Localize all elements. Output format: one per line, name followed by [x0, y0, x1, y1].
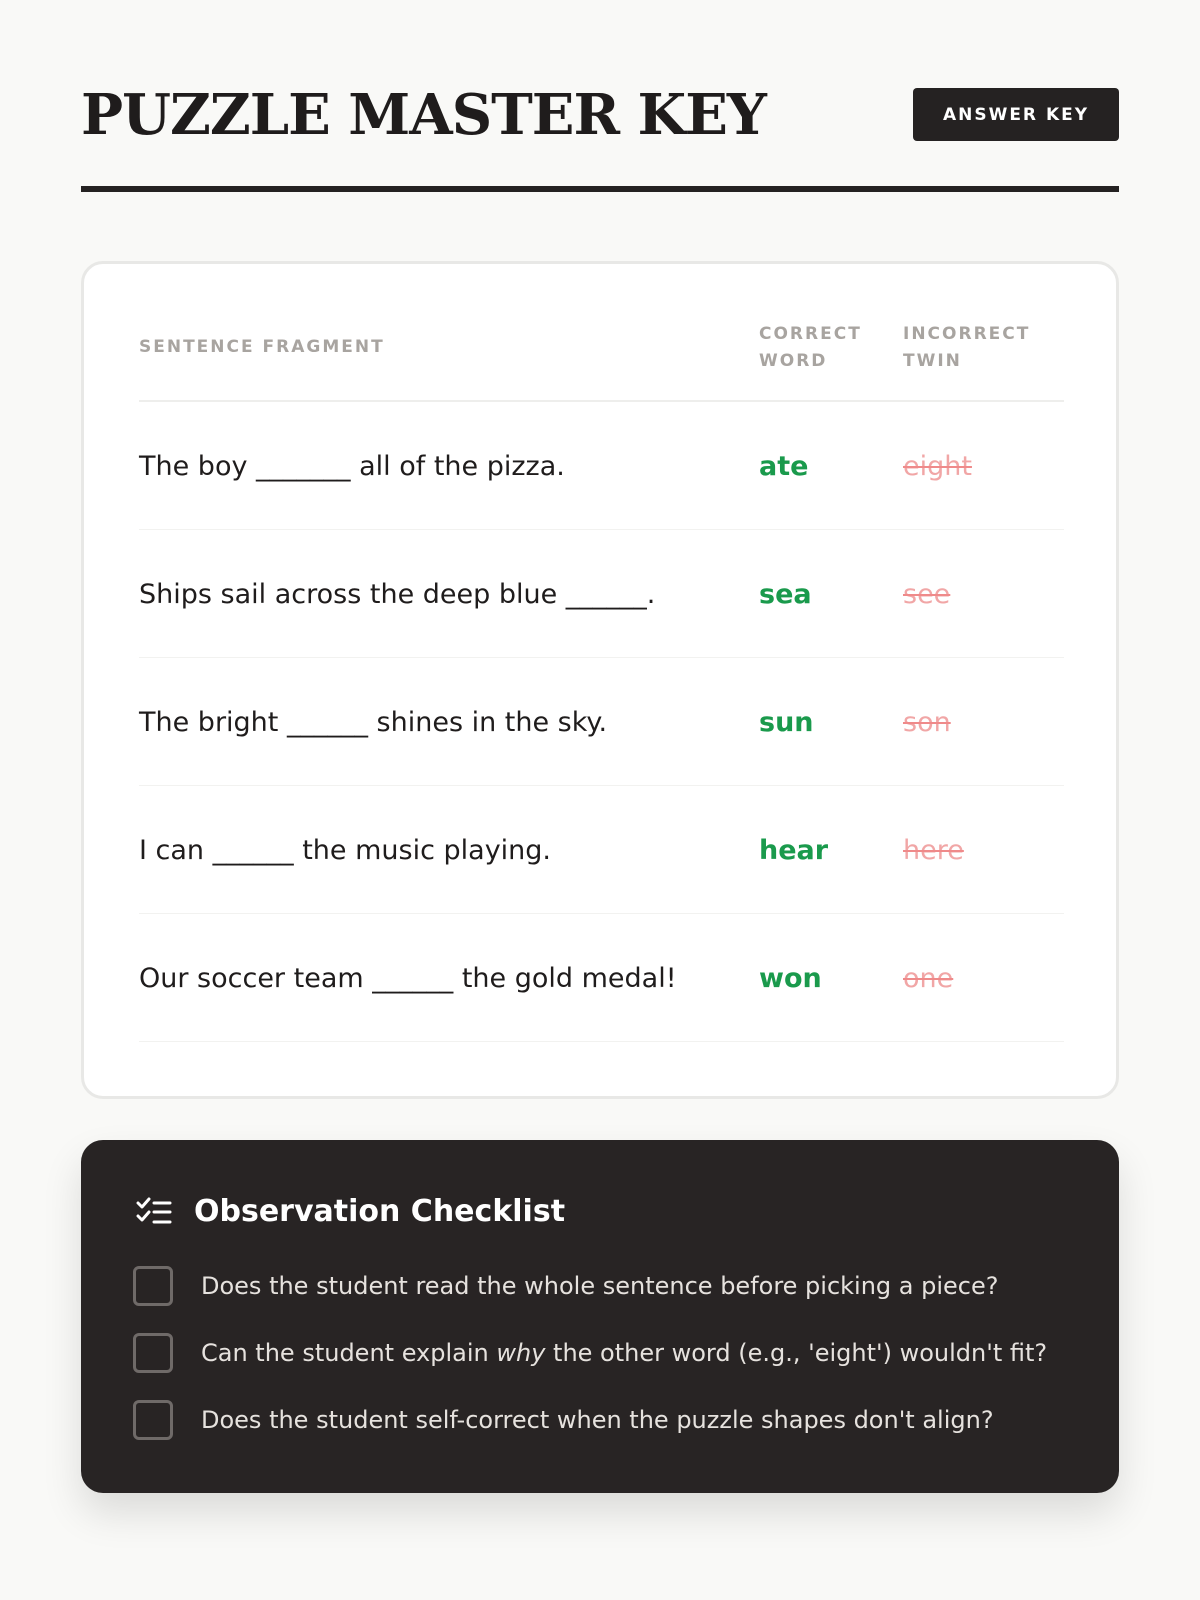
- checklist-item[interactable]: [133, 1400, 994, 1440]
- table-row: [139, 530, 1064, 658]
- table-row: [139, 402, 1064, 530]
- incorrect-twin: here: [903, 834, 964, 866]
- checkbox[interactable]: [133, 1333, 173, 1373]
- column-header-correct: CORRECT WORD: [759, 324, 862, 371]
- checkbox[interactable]: [133, 1266, 173, 1306]
- checklist-item-text: [201, 1339, 1047, 1367]
- checklist-item-text: Does the student self-correct when the puzzle shapes don't align?: [201, 1406, 994, 1434]
- table-row: [139, 914, 1064, 1042]
- sentence-fragment: I can ______ the music playing.: [139, 834, 552, 866]
- correct-word: sea: [759, 578, 812, 610]
- correct-word: won: [759, 962, 822, 994]
- checklist-title: Observation Checklist: [194, 1194, 566, 1229]
- sentence-fragment: Ships sail across the deep blue ______.: [139, 578, 656, 610]
- observation-checklist: [81, 1140, 1119, 1493]
- column-header-fragment: SENTENCE FRAGMENT: [139, 337, 385, 357]
- page-title: PUZZLE MASTER KEY: [81, 82, 766, 148]
- answer-table: [139, 314, 1064, 1042]
- table-header: [139, 314, 1064, 402]
- checklist-item-text-end: the other word (e.g., 'eight') wouldn't fit?: [545, 1339, 1048, 1367]
- correct-word: ate: [759, 450, 809, 482]
- incorrect-twin: see: [903, 578, 951, 610]
- checklist-item[interactable]: [133, 1333, 1047, 1373]
- answer-key-badge: ANSWER KEY: [913, 88, 1119, 141]
- checklist-icon: [136, 1197, 172, 1227]
- checkbox[interactable]: [133, 1400, 173, 1440]
- table-row: [139, 786, 1064, 914]
- sentence-fragment: Our soccer team ______ the gold medal!: [139, 962, 677, 994]
- sentence-fragment: The boy _______ all of the pizza.: [139, 450, 565, 482]
- sentence-fragment: The bright ______ shines in the sky.: [139, 706, 608, 738]
- checklist-item[interactable]: [133, 1266, 999, 1306]
- correct-word: sun: [759, 706, 814, 738]
- incorrect-twin: son: [903, 706, 951, 738]
- table-row: [139, 658, 1064, 786]
- checklist-item-text-start: Can the student explain: [201, 1339, 497, 1367]
- correct-word: hear: [759, 834, 829, 866]
- checklist-item-emphasis: why: [496, 1339, 546, 1367]
- answer-key-card: [81, 261, 1119, 1099]
- incorrect-twin: one: [903, 962, 954, 994]
- incorrect-twin: eight: [903, 450, 972, 482]
- checklist-item-text: Does the student read the whole sentence before picking a piece?: [201, 1272, 999, 1300]
- checklist-header: [136, 1194, 565, 1229]
- column-header-incorrect: INCORRECT TWIN: [903, 324, 1031, 371]
- page-header: [81, 78, 1119, 192]
